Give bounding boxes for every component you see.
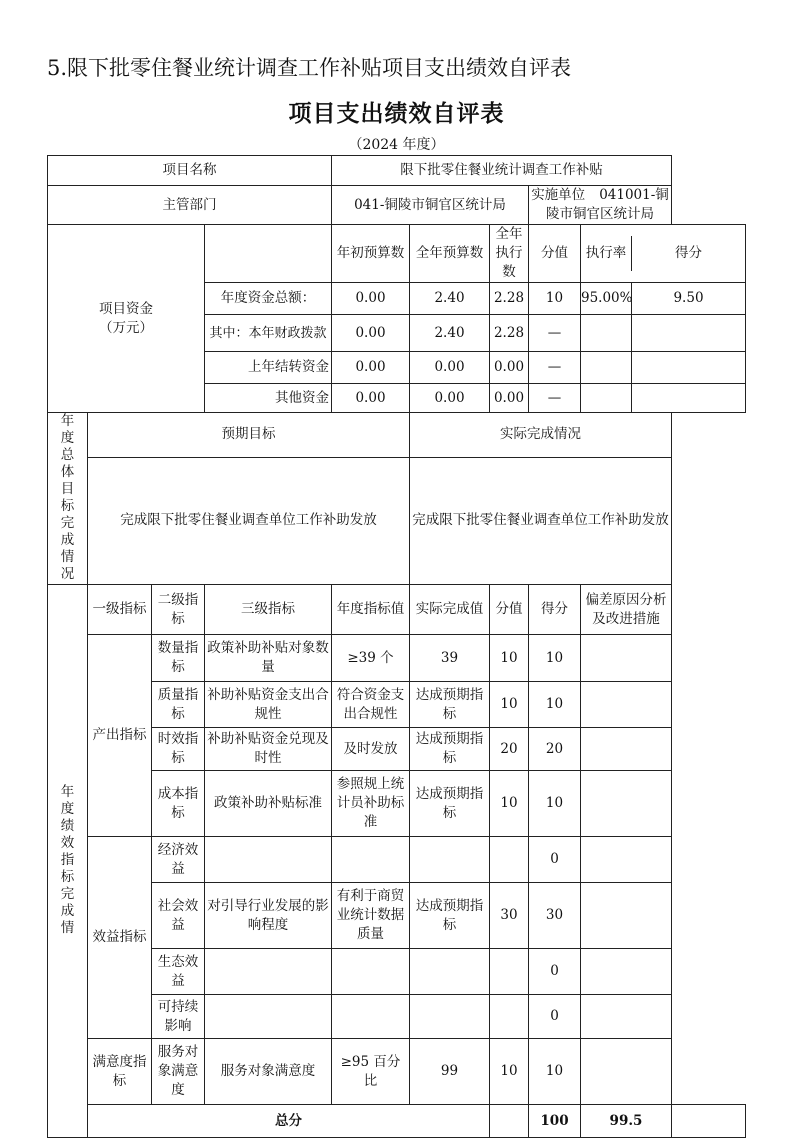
score-value-cell: [490, 995, 529, 1039]
level2-cell: 质量指标: [152, 682, 205, 728]
funds-score-value: 10: [529, 283, 581, 315]
expected-goal-header: 预期目标: [88, 413, 410, 458]
funds-rate: 95.00%: [581, 283, 632, 314]
score-cell: 30: [529, 883, 581, 949]
funds-executed: 0.00: [490, 384, 529, 413]
total-row: [48, 1105, 746, 1138]
unit-value: 041001-铜陵市铜官区统计局: [546, 187, 669, 222]
indicator-row: [48, 995, 746, 1039]
score-value-cell: 10: [490, 635, 529, 682]
score-cell: 10: [529, 771, 581, 837]
funds-score-value: —: [529, 352, 581, 384]
target-cell: [332, 837, 410, 883]
total-label: 总分: [88, 1105, 490, 1138]
actual-cell: 99: [410, 1039, 490, 1105]
indicator-row: [48, 837, 746, 883]
actual-cell: 39: [410, 635, 490, 682]
score-value-cell: 10: [490, 682, 529, 728]
level2-cell: 社会效益: [152, 883, 205, 949]
target-cell: ≥39 个: [332, 635, 410, 682]
level2-cell: 成本指标: [152, 771, 205, 837]
header-level1: 一级指标: [88, 585, 152, 635]
funds-row-label: 其他资金: [205, 384, 332, 413]
project-name-label: 项目名称: [48, 156, 332, 186]
score-value-cell: [490, 949, 529, 995]
funds-header-annual: 全年预算数: [410, 225, 490, 283]
target-cell: [332, 949, 410, 995]
analysis-cell: [581, 883, 672, 949]
level2-cell: 时效指标: [152, 728, 205, 771]
analysis-cell: [581, 635, 672, 682]
funds-label: 项目资金 （万元）: [48, 225, 205, 413]
analysis-cell: [581, 995, 672, 1039]
analysis-cell: [581, 837, 672, 883]
level3-cell: 政策补助补贴标准: [205, 771, 332, 837]
level3-cell: 政策补助补贴对象数量: [205, 635, 332, 682]
level3-cell: 补助补贴资金兑现及时性: [205, 728, 332, 771]
header-level2: 二级指标: [152, 585, 205, 635]
actual-cell: [410, 949, 490, 995]
expected-goal: 完成限下批零住餐业调查单位工作补助发放: [88, 457, 410, 584]
funds-row-label: 上年结转资金: [205, 352, 332, 384]
total-score-value: 100: [529, 1105, 581, 1138]
analysis-cell: [581, 1039, 672, 1105]
funds-row-label: 年度资金总额：: [205, 283, 332, 315]
actual-cell: 达成预期指标: [410, 883, 490, 949]
score-cell: 10: [529, 682, 581, 728]
document-title: 项目支出绩效自评表: [288, 100, 505, 127]
project-name-value: 限下批零住餐业统计调查工作补贴: [332, 156, 672, 186]
level2-cell: 数量指标: [152, 635, 205, 682]
section-heading: 5.限下批零住餐业统计调查工作补贴项目支出绩效自评表: [47, 56, 572, 80]
funds-initial: 0.00: [332, 384, 410, 413]
funds-annual: 2.40: [410, 283, 490, 315]
funds-rate: [581, 384, 632, 412]
level2-cell: 可持续影响: [152, 995, 205, 1039]
analysis-cell: [581, 682, 672, 728]
level3-cell: [205, 949, 332, 995]
dept-value: 041-铜陵市铜官区统计局: [332, 186, 529, 225]
header-analysis: 偏差原因分析及改进措施: [581, 585, 672, 635]
target-cell: ≥95 百分比: [332, 1039, 410, 1105]
analysis-cell: [581, 949, 672, 995]
level1-output: 产出指标: [88, 635, 152, 837]
funds-rate-score: [581, 315, 746, 352]
total-blank: [490, 1105, 529, 1138]
overall-content-row: [48, 457, 746, 584]
analysis-cell: [581, 728, 672, 771]
actual-result: 完成限下批零住餐业调查单位工作补助发放: [410, 457, 672, 584]
overall-label: 年度总体目标完成情况: [48, 413, 88, 585]
funds-annual: 2.40: [410, 315, 490, 352]
funds-rate-score: [581, 384, 746, 413]
funds-header-score: 得分: [675, 245, 702, 261]
funds-annual: 0.00: [410, 352, 490, 384]
funds-score: 9.50: [673, 290, 704, 306]
level3-cell: 服务对象满意度: [205, 1039, 332, 1105]
header-actual: 实际完成值: [410, 585, 490, 635]
level3-cell: 补助补贴资金支出合规性: [205, 682, 332, 728]
unit-label: 实施单位: [531, 187, 586, 203]
funds-header-rate: 执行率: [581, 236, 632, 271]
score-cell: 0: [529, 837, 581, 883]
department-row: [48, 186, 746, 225]
score-cell: 10: [529, 1039, 581, 1105]
actual-cell: [410, 837, 490, 883]
funds-annual: 0.00: [410, 384, 490, 413]
indicators-section-label: 年度绩效指标完成情: [48, 585, 88, 1138]
header-score: 得分: [529, 585, 581, 635]
funds-executed: 0.00: [490, 352, 529, 384]
funds-rate: [581, 315, 632, 351]
score-cell: 10: [529, 635, 581, 682]
actual-result-header: 实际完成情况: [410, 413, 672, 458]
level3-cell: [205, 837, 332, 883]
indicator-row: [48, 728, 746, 771]
level2-cell: 经济效益: [152, 837, 205, 883]
level1-benefit: 效益指标: [88, 837, 152, 1039]
funds-initial: 0.00: [332, 283, 410, 315]
indicator-row: [48, 771, 746, 837]
funds-header-rate-score: [581, 225, 746, 283]
overall-header-row: [48, 413, 746, 458]
funds-rate: [581, 352, 632, 383]
funds-executed: 2.28: [490, 315, 529, 352]
indicator-row: [48, 635, 746, 682]
target-cell: 符合资金支出合规性: [332, 682, 410, 728]
indicator-row: [48, 949, 746, 995]
target-cell: 有利于商贸业统计数据质量: [332, 883, 410, 949]
level3-cell: 对引导行业发展的影响程度: [205, 883, 332, 949]
level1-satisfaction: 满意度指标: [88, 1039, 152, 1105]
actual-cell: 达成预期指标: [410, 771, 490, 837]
funds-rate-score: [581, 283, 746, 315]
score-cell: 0: [529, 949, 581, 995]
funds-score-value: —: [529, 315, 581, 352]
funds-header-initial: 年初预算数: [332, 225, 410, 283]
unit-cell: [529, 186, 672, 225]
header-score-value: 分值: [490, 585, 529, 635]
dept-label: 主管部门: [48, 186, 332, 225]
level2-cell: 生态效益: [152, 949, 205, 995]
funds-initial: 0.00: [332, 315, 410, 352]
header-target: 年度指标值: [332, 585, 410, 635]
funds-header-blank: [205, 225, 332, 283]
score-value-cell: 20: [490, 728, 529, 771]
indicator-row: [48, 682, 746, 728]
target-cell: 参照规上统计员补助标准: [332, 771, 410, 837]
document-year: （2024 年度）: [348, 137, 445, 153]
score-cell: 0: [529, 995, 581, 1039]
funds-row-label: 其中：本年财政拨款: [205, 315, 332, 352]
funds-executed: 2.28: [490, 283, 529, 315]
actual-cell: 达成预期指标: [410, 728, 490, 771]
score-value-cell: 30: [490, 883, 529, 949]
score-cell: 20: [529, 728, 581, 771]
indicator-row: [48, 883, 746, 949]
target-cell: 及时发放: [332, 728, 410, 771]
analysis-cell: [581, 771, 672, 837]
funds-initial: 0.00: [332, 352, 410, 384]
level3-cell: [205, 995, 332, 1039]
funds-header-row: [48, 225, 746, 283]
project-name-row: [48, 156, 746, 186]
level2-cell: 服务对象满意度: [152, 1039, 205, 1105]
self-evaluation-table: [47, 155, 746, 1138]
target-cell: [332, 995, 410, 1039]
score-value-cell: 10: [490, 771, 529, 837]
indicator-row: [48, 1039, 746, 1105]
score-value-cell: 10: [490, 1039, 529, 1105]
total-analysis-blank: [672, 1105, 746, 1138]
actual-cell: [410, 995, 490, 1039]
score-value-cell: [490, 837, 529, 883]
actual-cell: 达成预期指标: [410, 682, 490, 728]
funds-rate-score: [581, 352, 746, 384]
indicators-header-row: [48, 585, 746, 635]
funds-header-score-value: 分值: [529, 225, 581, 283]
funds-score-value: —: [529, 384, 581, 413]
total-score: 99.5: [581, 1105, 672, 1138]
header-level3: 三级指标: [205, 585, 332, 635]
funds-header-executed: 全年执行数: [490, 225, 529, 283]
